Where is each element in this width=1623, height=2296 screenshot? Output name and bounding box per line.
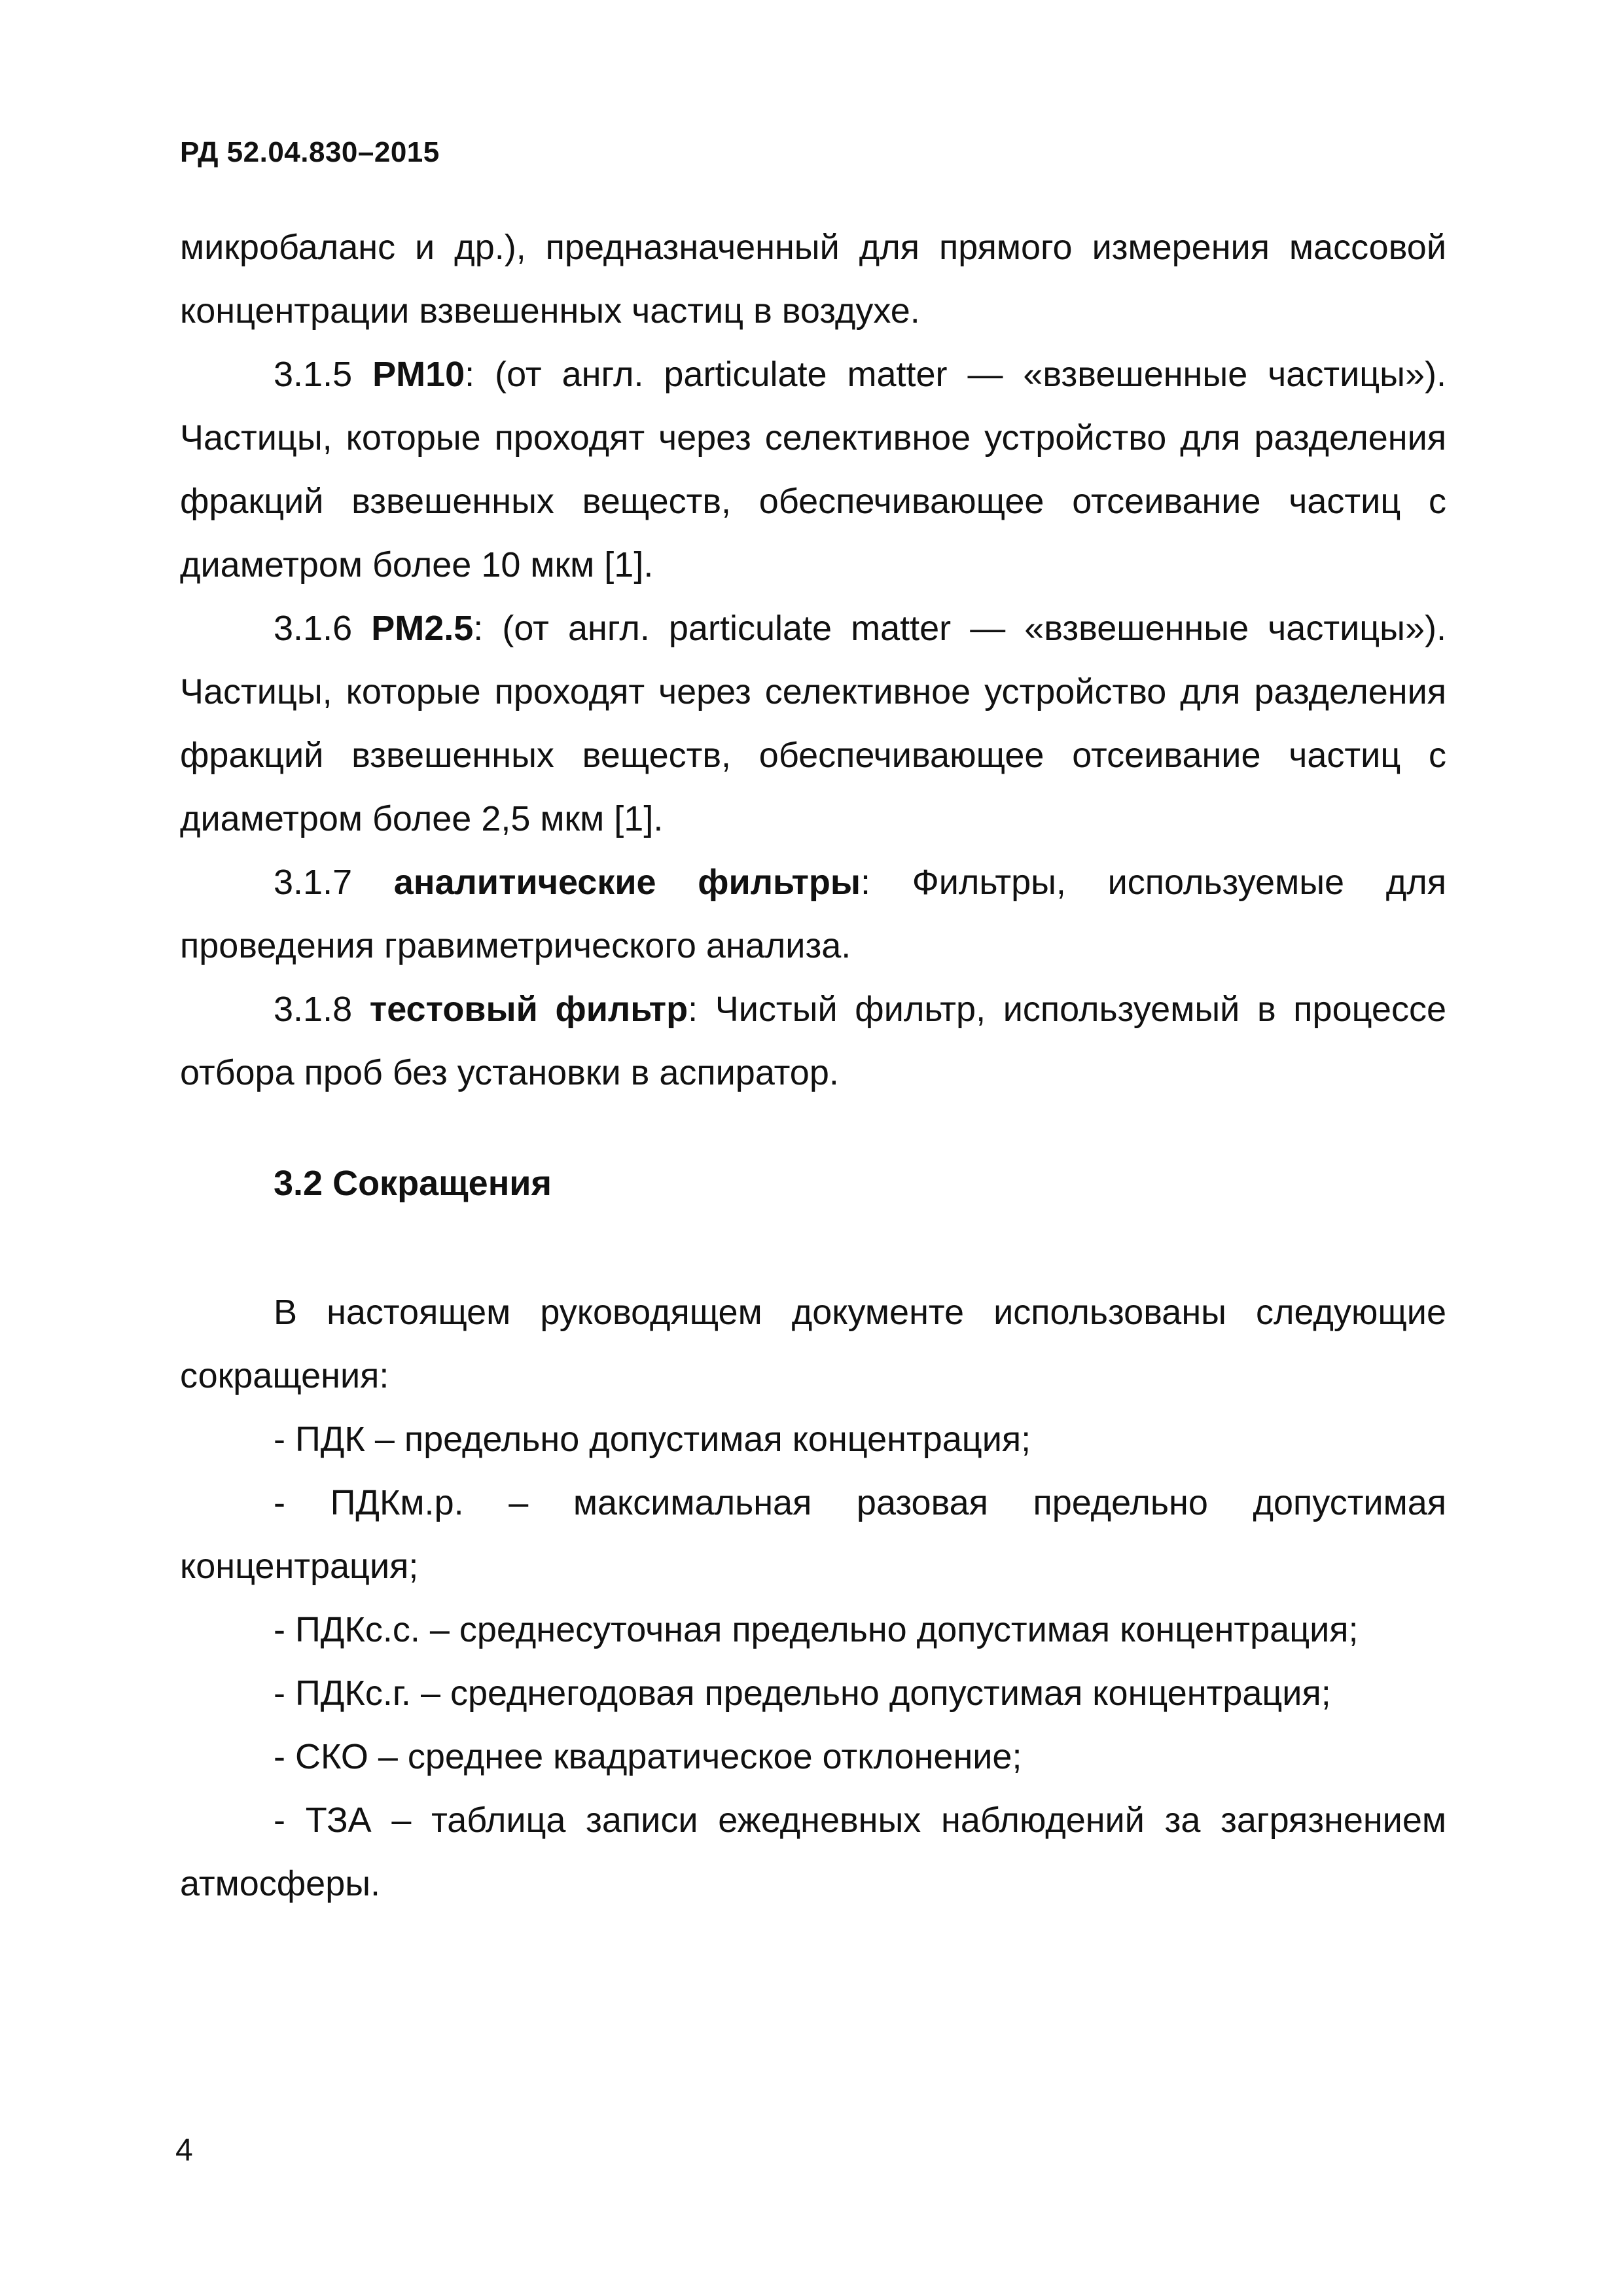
definition-term: тестовый фильтр [369,990,688,1029]
definition-text: : (от англ. particulate matter — «взвешенные частицы»). Частицы, которые проходят через селективное устройство для разделения фракций взвешенных веществ, обеспечивающее отсеивание частиц с диаметром более 2,5 мкм [1]. [180,609,1446,838]
abbreviation-item: - ТЗА – таблица записи ежедневных наблюдений за загрязнением атмосферы. [180,1801,1446,1903]
definition-text: : Фильтры, используемые для проведения гравиметрического анализа. [180,863,1446,965]
definition-3-1-5 [180,343,1446,597]
definition-number: 3.1.7 [274,863,353,902]
abbreviation-item: - ПДКс.с. – среднесуточная предельно допустимая концентрация; [274,1610,1359,1649]
page-number: 4 [175,2133,193,2168]
definition-3-1-8 [180,978,1446,1105]
definition-text: : (от англ. particulate matter — «взвешенные частицы»). Частицы, которые проходят через селективное устройство для разделения фракций взвешенных веществ, обеспечивающее отсеивание частиц с диаметром более 10 мкм [1]. [180,355,1446,584]
definition-3-1-6 [180,597,1446,851]
definition-term: аналитические фильтры [393,863,861,902]
section-intro: В настоящем руководящем документе использованы следующие сокращения: [180,1293,1446,1395]
document-code: РД 52.04.830–2015 [180,136,440,168]
abbreviation-item: - ПДК – предельно допустимая концентрация; [274,1420,1031,1459]
definition-number: 3.1.5 [274,355,353,394]
abbreviation-item: - ПДКм.р. – максимальная разовая предельно допустимая концентрация; [180,1483,1446,1586]
definition-text: : Чистый фильтр, используемый в процессе отбора проб без установки в аспиратор. [180,990,1446,1092]
section-heading: 3.2 Сокращения [274,1164,552,1203]
abbreviation-item: - ПДКс.г. – среднегодовая предельно допустимая концентрация; [274,1674,1331,1713]
document-body [180,216,1446,1916]
definition-3-1-7 [180,851,1446,978]
abbreviation-item: - СКО – среднее квадратическое отклонение; [274,1737,1022,1776]
definition-term: PM2.5 [371,609,474,648]
continuation-paragraph: микробаланс и др.), предназначенный для прямого измерения массовой концентрации взвешенных частиц в воздухе. [180,228,1446,331]
definition-term: PM10 [372,355,465,394]
definition-number: 3.1.8 [274,990,353,1029]
definition-number: 3.1.6 [274,609,353,648]
